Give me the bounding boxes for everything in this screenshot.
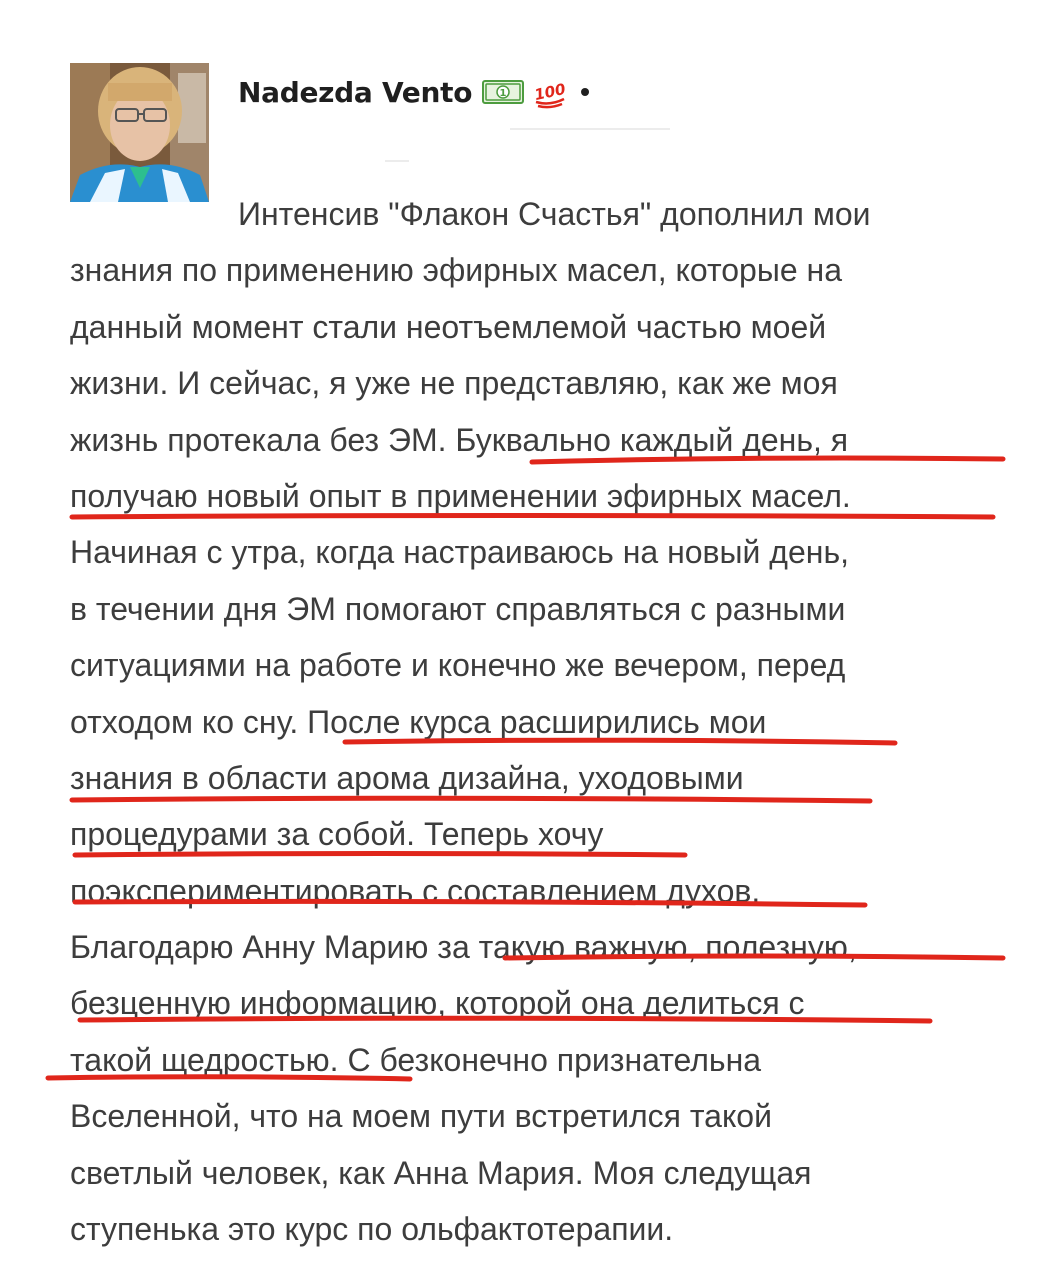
review-line: Благодарю Анну Марию за такую важную, полезную, xyxy=(70,929,857,966)
review-line: Начиная с утра, когда настраиваюсь на новый день, xyxy=(70,534,849,571)
separator-dot: • xyxy=(580,76,590,107)
review-line: жизни. И сейчас, я уже не представляю, как же моя xyxy=(70,365,838,402)
money-bill-icon xyxy=(482,80,524,104)
faint-divider xyxy=(385,160,409,162)
review-line: знания в области арома дизайна, уходовыми xyxy=(70,759,744,796)
review-line: поэкспериментировать с составлением духов. xyxy=(70,872,761,909)
author-row xyxy=(238,72,590,112)
review-line: такой щедростью. С безконечно признательна xyxy=(70,1041,762,1078)
review-line: отходом ко сну. После курса расширились мои xyxy=(70,703,767,740)
author-name[interactable]: Nadezda Vento xyxy=(238,75,473,109)
review-line: жизнь протекала без ЭМ. Буквально каждый день, я xyxy=(70,421,849,458)
hundred-points-label: 100 xyxy=(532,79,568,105)
review-line: процедурами за собой. Теперь хочу xyxy=(70,816,604,853)
review-line: ступенька это курс по ольфактотерапии. xyxy=(70,1211,674,1248)
review-line: безценную информацию, которой она делиться с xyxy=(70,985,805,1022)
money-bill-label: 1 xyxy=(499,88,507,99)
author-avatar[interactable] xyxy=(70,63,209,202)
review-line: светлый человек, как Анна Мария. Моя следущая xyxy=(70,1154,812,1191)
review-line: знания по применению эфирных масел, которые на xyxy=(70,252,842,289)
review-line: в течении дня ЭМ помогают справляться с разными xyxy=(70,590,846,627)
review-line: Интенсив "Флакон Счастья" дополнил мои xyxy=(238,196,871,232)
review-text xyxy=(70,186,1030,1257)
review-line: ситуациями на работе и конечно же вечером, перед xyxy=(70,647,846,684)
avatar-photo xyxy=(70,63,209,202)
review-line: данный момент стали неотъемлемой частью моей xyxy=(70,308,827,345)
faint-divider xyxy=(510,128,670,130)
review-line: получаю новый опыт в применении эфирных масел. xyxy=(70,477,851,514)
review-line: Вселенной, что на моем пути встретился такой xyxy=(70,1098,772,1135)
hundred-points-icon xyxy=(530,75,570,109)
